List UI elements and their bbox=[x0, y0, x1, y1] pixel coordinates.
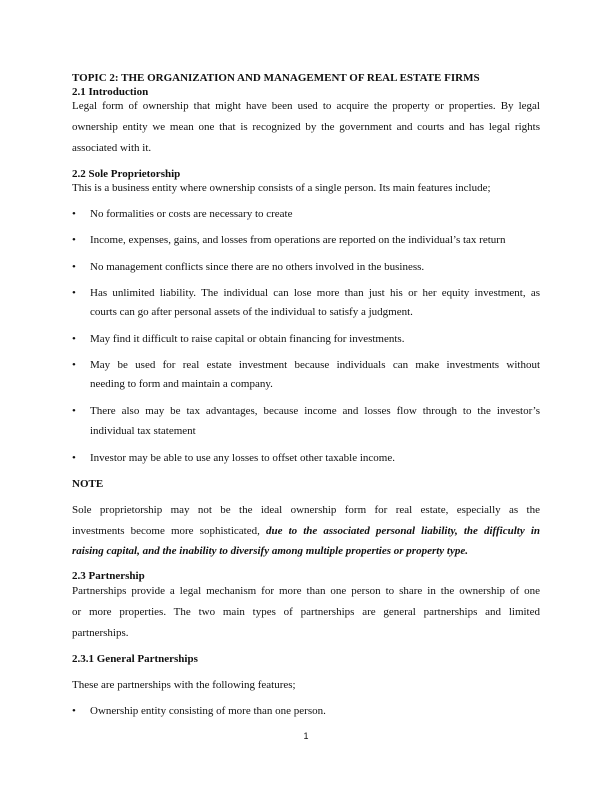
list-item: Income, expenses, gains, and losses from operations are reported on the individual’s tax return bbox=[90, 234, 506, 246]
bullet-icon: • bbox=[72, 333, 76, 345]
paragraph-line: ownership entity we mean one that is recognized by the government and courts and has legal rights bbox=[72, 121, 540, 133]
list-item-continuation: needing to form and maintain a company. bbox=[90, 378, 273, 390]
bullet-icon: • bbox=[72, 208, 76, 220]
bullet-icon: • bbox=[72, 705, 76, 717]
note-text-emphasis: due to the associated personal liability, the difficulty in bbox=[265, 525, 540, 537]
bullet-icon: • bbox=[72, 452, 76, 464]
list-item-continuation: courts can go after personal assets of the individual to satisfy a judgment. bbox=[90, 306, 413, 318]
list-item: May find it difficult to raise capital or obtain financing for investments. bbox=[90, 333, 405, 345]
bullet-icon: • bbox=[72, 261, 76, 273]
page-number: 1 bbox=[303, 731, 309, 741]
note-text-plain: investments become more sophisticated, bbox=[72, 525, 266, 537]
bullet-icon: • bbox=[72, 287, 76, 299]
bullet-icon: • bbox=[72, 405, 76, 417]
list-item: No formalities or costs are necessary to create bbox=[90, 208, 293, 220]
paragraph-line: or more properties. The two main types of partnerships are general partnerships and limited bbox=[72, 606, 540, 618]
list-item-continuation: individual tax statement bbox=[90, 425, 196, 437]
list-item: Has unlimited liability. The individual can lose more than just his or her equity investment, as bbox=[90, 287, 540, 299]
heading-2-2-sole-proprietorship: 2.2 Sole Proprietorship bbox=[72, 168, 181, 180]
paragraph-line: This is a business entity where ownership consists of a single person. Its main features include; bbox=[72, 182, 491, 194]
note-line: Sole proprietorship may not be the ideal ownership form for real estate, especially as the bbox=[72, 504, 540, 516]
paragraph-line: These are partnerships with the following features; bbox=[72, 679, 296, 691]
paragraph-line: Partnerships provide a legal mechanism for more than one person to share in the ownership of one bbox=[72, 585, 540, 597]
note-text-emphasis: raising capital, and the inability to diversify among multiple properties or property type. bbox=[72, 545, 468, 557]
heading-2-1-introduction: 2.1 Introduction bbox=[72, 86, 149, 98]
paragraph-line: Legal form of ownership that might have been used to acquire the property or properties. By legal bbox=[72, 100, 540, 112]
list-item: No management conflicts since there are no others involved in the business. bbox=[90, 261, 425, 273]
heading-2-3-1-general-partnerships: 2.3.1 General Partnerships bbox=[72, 653, 198, 665]
list-item: May be used for real estate investment because individuals can make investments without bbox=[90, 359, 540, 371]
paragraph-line: partnerships. bbox=[72, 627, 129, 639]
heading-2-3-partnership: 2.3 Partnership bbox=[72, 570, 145, 582]
bullet-icon: • bbox=[72, 234, 76, 246]
bullet-icon: • bbox=[72, 359, 76, 371]
paragraph-line: associated with it. bbox=[72, 142, 152, 154]
document-title: TOPIC 2: THE ORGANIZATION AND MANAGEMENT OF REAL ESTATE FIRMS bbox=[72, 72, 480, 84]
list-item: There also may be tax advantages, because income and losses flow through to the investor’s bbox=[90, 405, 540, 417]
list-item: Investor may be able to use any losses to offset other taxable income. bbox=[90, 452, 395, 464]
note-line bbox=[72, 525, 540, 538]
list-item: Ownership entity consisting of more than one person. bbox=[90, 705, 326, 717]
note-heading: NOTE bbox=[72, 478, 104, 490]
